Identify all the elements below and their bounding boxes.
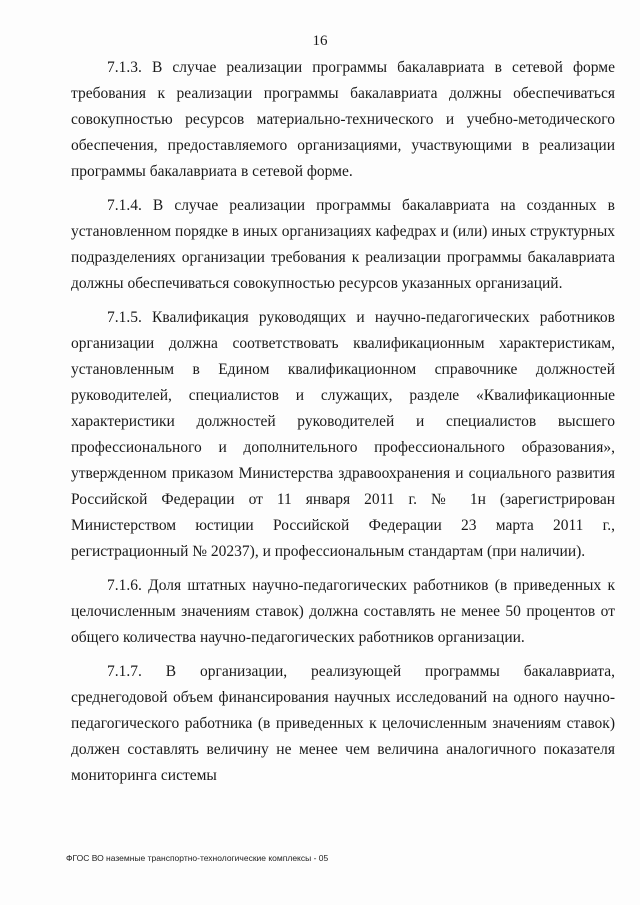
paragraph-7-1-6: 7.1.6. Доля штатных научно-педагогических работников (в приведенных к целочисленным значениям ставок) должна составлять не менее 50 процентов от общего количества научно-педагогических работников организации. bbox=[71, 577, 615, 646]
paragraph-7-1-7: 7.1.7. В организации, реализующей программы бакалавриата, среднегодовой объем финансирования научных исследований на одного научно-педагогического работника (в приведенных к целочисленным значениям ставок) должен составлять величину не менее чем величина аналогичного показателя мониторинга системы bbox=[71, 663, 615, 784]
document-body bbox=[71, 55, 615, 797]
page-footer: ФГОС ВО наземные транспортно-технологические комплексы - 05 bbox=[66, 853, 329, 863]
paragraph-7-1-3: 7.1.3. В случае реализации программы бакалавриата в сетевой форме требования к реализации программы бакалавриата должны обеспечиваться совокупностью ресурсов материально-технического и учебно-методического обеспечения, предоставляемого организациями, участвующими в реализации программы бакалавриата в сетевой форме. bbox=[71, 59, 615, 180]
page-number: 16 bbox=[312, 33, 328, 49]
paragraph-7-1-5: 7.1.5. Квалификация руководящих и научно-педагогических работников организации должна соответствовать квалификационным характеристикам, установленным в Едином квалификационном справочнике должностей руководителей, специалистов и служащих, разделе «Квалификационные характеристики должностей руководителей и специалистов высшего профессионального и дополнительного профессионального образования», утвержденном приказом Министерства здравоохранения и социального развития Российской Федерации от 11 января 2011 г. № 1н (зарегистрирован Министерством юстиции Российской Федерации 23 марта 2011 г., регистрационный № 20237), и профессиональным стандартам (при наличии). bbox=[71, 309, 615, 560]
paragraph-7-1-4: 7.1.4. В случае реализации программы бакалавриата на созданных в установленном порядке в иных организациях кафедрах и (или) иных структурных подразделениях организации требования к реализации программы бакалавриата должны обеспечиваться совокупностью ресурсов указанных организаций. bbox=[71, 197, 615, 292]
